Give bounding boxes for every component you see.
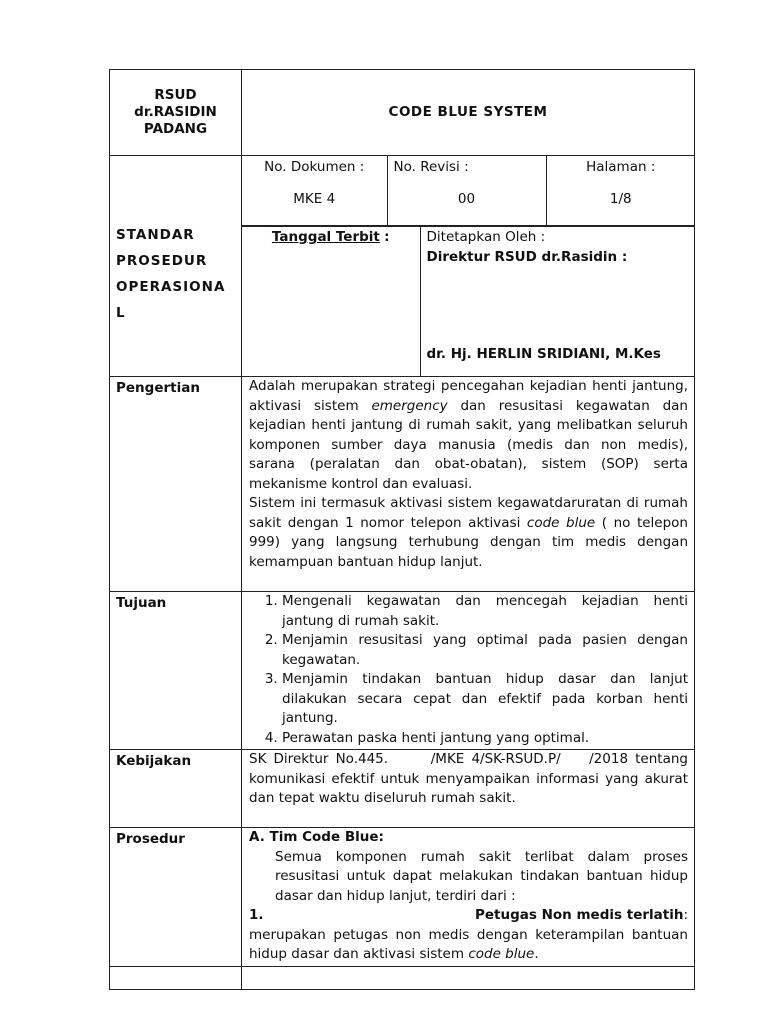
approval-cell <box>242 226 695 377</box>
tujuan-label: Tujuan <box>110 592 242 750</box>
empty-cell-right <box>242 967 695 990</box>
signatory-name: dr. Hj. HERLIN SRIDIANI, M.Kes <box>426 346 661 362</box>
empty-row <box>110 967 695 990</box>
empty-cell-left <box>110 967 242 990</box>
sop-line-3: OPERASIONA <box>116 279 226 295</box>
sop-line-2: PROSEDUR <box>116 253 208 269</box>
prosedur-label: Prosedur <box>110 828 242 967</box>
section-tujuan <box>110 592 695 750</box>
page-cell <box>546 156 695 226</box>
prosedur-item-1-number: 1. <box>249 907 264 923</box>
prosedur-item-1-title: Petugas Non medis terlatih <box>474 907 684 923</box>
tujuan-content <box>242 592 695 750</box>
pengertian-paragraph-2: Sistem ini termasuk aktivasi sistem kegawatdaruratan di rumah sakit dengan 1 nomor telepon aktivasi code blue ( no telepon 999) yang langsung terhubung dengan tim medis dengan kemampuan bantuan hidup lanjut. <box>249 495 688 570</box>
sop-line-1: STANDAR <box>116 227 195 243</box>
header-row <box>110 70 695 156</box>
sop-label-cell <box>110 156 242 377</box>
meta-row <box>110 156 695 227</box>
issue-date-cell <box>242 227 420 377</box>
doc-info-table <box>242 156 695 226</box>
revision-value: 00 <box>457 190 476 207</box>
prosedur-content <box>242 828 695 967</box>
revision-label: No. Revisi : <box>393 159 469 175</box>
sop-line-4: L <box>116 305 126 321</box>
kebijakan-label: Kebijakan <box>110 750 242 828</box>
pengertian-label: Pengertian <box>110 377 242 592</box>
page-label: Halaman : <box>586 159 656 175</box>
set-by-label: Ditetapkan Oleh : <box>426 229 546 245</box>
list-item: 2. Menjamin resusitasi yang optimal pada pasien dengan kegawatan. <box>282 631 688 670</box>
approval-table <box>242 226 695 376</box>
issue-date-colon: : <box>384 229 390 245</box>
pengertian-content <box>242 377 695 592</box>
issue-date-label: Tanggal Terbit <box>271 229 380 245</box>
sop-table <box>109 69 695 990</box>
document-title: CODE BLUE SYSTEM <box>242 70 695 156</box>
doc-number-value: MKE 4 <box>293 190 336 207</box>
sop-document <box>109 69 694 990</box>
section-pengertian <box>110 377 695 592</box>
doc-number-label: No. Dokumen : <box>264 159 365 175</box>
set-by-role: Direktur RSUD dr.Rasidin : <box>426 248 628 265</box>
section-prosedur <box>110 828 695 967</box>
section-kebijakan <box>110 750 695 828</box>
set-by-cell <box>420 227 695 377</box>
list-item: 3. Menjamin tindakan bantuan hidup dasar dan lanjut dilakukan secara cepat dan efektif pada korban henti jantung. <box>282 670 688 729</box>
prosedur-heading: A. Tim Code Blue: <box>249 829 384 845</box>
kebijakan-content: SK Direktur No.445. /MKE 4/SK-RSUD.P/ /2018 tentang komunikasi efektif untuk menyampaikan informasi yang akurat dan tepat waktu diseluruh rumah sakit. <box>242 750 695 828</box>
institution-cell <box>110 70 242 156</box>
revision-cell <box>387 156 546 226</box>
institution-line-2: dr.RASIDIN <box>134 104 217 120</box>
institution-line-3: PADANG <box>143 121 208 137</box>
institution-line-1: RSUD <box>154 87 197 103</box>
tujuan-list <box>249 592 688 748</box>
doc-number-cell <box>242 156 387 226</box>
prosedur-item-1-text: merupakan petugas non medis dengan keterampilan bantuan hidup dasar dan aktivasi sistem code blue. <box>249 926 688 962</box>
prosedur-item-1-title-line <box>249 906 688 926</box>
page-value: 1/8 <box>609 190 632 207</box>
list-item: 4. Perawatan paska henti jantung yang optimal. <box>282 729 688 749</box>
pengertian-paragraph-1: Adalah merupakan strategi pencegahan kejadian henti jantung, aktivasi sistem emergency dan resusitasi kegawatan dan kejadian henti jantung di rumah sakit, yang melibatkan seluruh komponen sumber daya manusia (medis dan non medis), sarana (peralatan dan obat-obatan), sistem (SOP) serta mekanisme kontrol dan evaluasi. <box>249 378 688 492</box>
doc-info-cell <box>242 156 695 227</box>
prosedur-item-1-colon: : <box>683 907 688 923</box>
prosedur-intro: Semua komponen rumah sakit terlibat dalam proses resusitasi untuk dapat melakukan tindakan bantuan hidup dasar dan hidup lanjut, terdiri dari : <box>275 848 688 904</box>
list-item: 1. Mengenali kegawatan dan mencegah kejadian henti jantung di rumah sakit. <box>282 592 688 631</box>
